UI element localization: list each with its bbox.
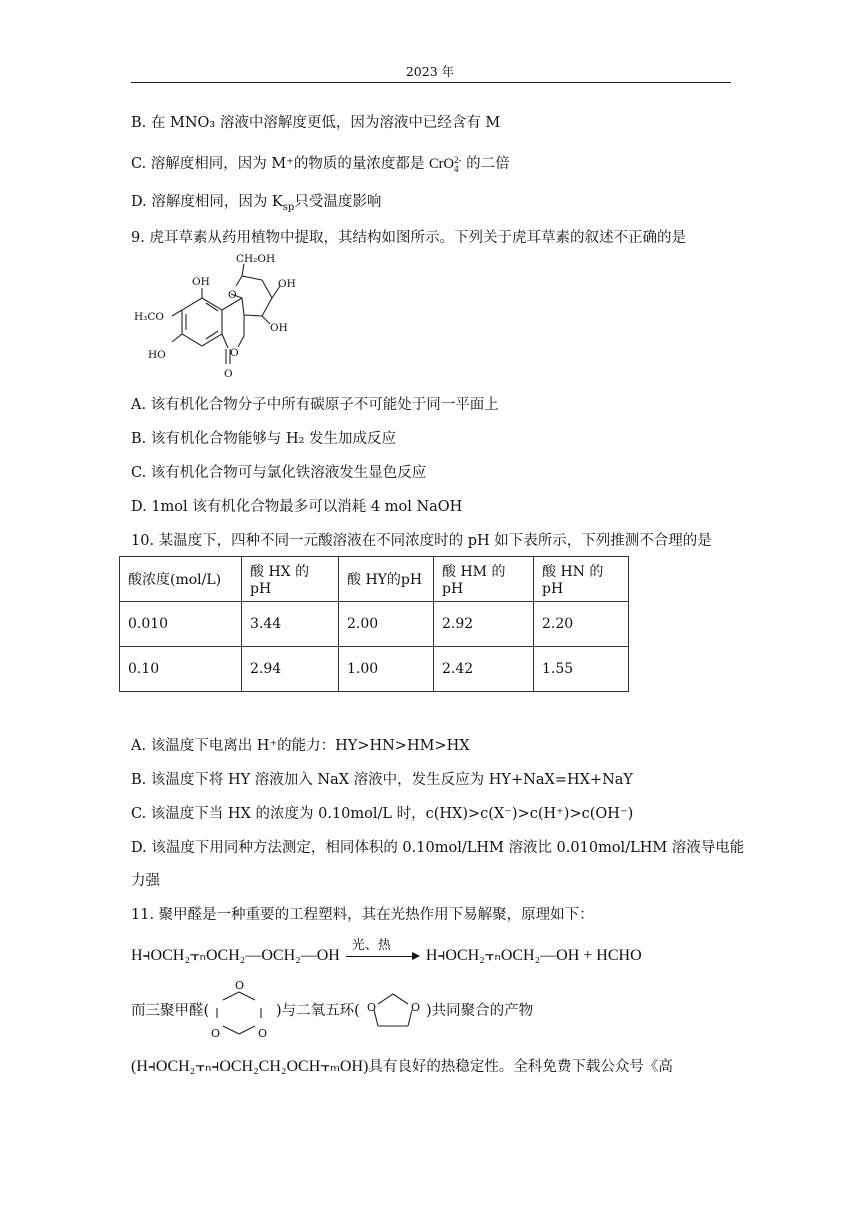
table-header-cell: 酸 HY的pH [339, 557, 434, 602]
header-divider [131, 82, 731, 83]
table-cell: 1.00 [339, 647, 434, 692]
q8-option-c-text: C. 溶解度相同，因为 M⁺的物质的量浓度都是 [131, 156, 425, 172]
table-cell: 2.00 [339, 602, 434, 647]
q10-option-b: B. 该温度下将 HY 溶液加入 NaX 溶液中，发生反应为 HY+NaX=HX+NaY [131, 772, 633, 788]
dioxolane-oxygen-label: O [367, 1001, 377, 1014]
depolymerization-equation [131, 937, 642, 966]
q9-option-c: C. 该有机化合物可与氯化铁溶液发生显色反应 [131, 465, 427, 481]
q11-line3 [131, 1055, 673, 1076]
q11-line2-part2: )与二氧五环( [276, 1003, 360, 1019]
carbonyl-oxygen-label: O [224, 368, 233, 380]
q10-option-d-continued: 力强 [131, 873, 160, 889]
q11-stem: 11. 聚甲醛是一种重要的工程塑料，其在光热作用下易解聚，原理如下： [131, 907, 594, 923]
q10-stem: 10. 某温度下，四种不同一元酸溶液在不同浓度时的 pH 如下表所示，下列推测不合理的是 [131, 533, 712, 549]
q9-option-a: A. 该有机化合物分子中所有碳原子不可能处于同一平面上 [131, 397, 499, 413]
table-cell: 0.10 [120, 647, 242, 692]
table-header-cell: 酸浓度(mol/L) [120, 557, 242, 602]
reaction-condition: 光、热 [351, 937, 391, 953]
equation-products: H⫞OCH₂⫟ₙOCH₂—OH + HCHO [425, 947, 642, 964]
oh-right-label: OH [270, 322, 288, 334]
dioxolane-ring-structure [360, 984, 426, 1034]
q10-option-d: D. 该温度下用同种方法测定，相同体积的 0.10mol/LHM 溶液比 0.010mol/LHM 溶液导电能 [131, 840, 745, 856]
q10-option-c: C. 该温度下当 HX 的浓度为 0.10mol/L 时，c(HX)>c(X⁻)>c(H⁺)>c(OH⁻) [131, 806, 634, 822]
copolymer-formula: (H⫞OCH₂⫟ₙ⫞OCH₂CH₂OCH⫟ₘOH) [131, 1058, 369, 1075]
oh-top-label: OH [278, 278, 296, 290]
methoxy-label: H₃CO [134, 311, 165, 323]
q11-line2-part1: 而三聚甲醛( [131, 1003, 210, 1019]
table-cell: 2.42 [434, 647, 534, 692]
acid-ph-table [119, 556, 629, 692]
q8-option-b: B. 在 MNO₃ 溶液中溶解度更低，因为溶液中已经含有 M [131, 115, 501, 131]
q9-option-b: B. 该有机化合物能够与 H₂ 发生加成反应 [131, 431, 397, 447]
trioxane-oxygen-label: O [211, 1027, 221, 1040]
table-cell: 2.20 [534, 602, 629, 647]
table-row [120, 602, 629, 647]
q11-line3-text: 具有良好的热稳定性。全科免费下载公众号《高 [368, 1059, 673, 1075]
trioxane-oxygen-label: O [258, 1027, 268, 1040]
table-cell: 2.92 [434, 602, 534, 647]
ring-oxygen-label: O [228, 289, 237, 301]
trioxane-oxygen-label: O [235, 979, 245, 992]
table-header-cell: 酸 HN 的 pH [534, 557, 629, 602]
table-header-row [120, 557, 629, 602]
dioxolane-oxygen-label: O [411, 1001, 421, 1014]
trioxane-ring-structure [203, 978, 275, 1040]
q10-option-a: A. 该温度下电离出 H⁺的能力：HY>HN>HM>HX [131, 738, 470, 754]
table-header-cell: 酸 HX 的 pH [242, 557, 339, 602]
table-header-cell: 酸 HM 的 pH [434, 557, 534, 602]
oh-left-label: OH [192, 276, 210, 288]
bergenin-structure-diagram [130, 250, 300, 388]
q9-stem: 9. 虎耳草素从药用植物中提取，其结构如图所示。下列关于虎耳草素的叙述不正确的是 [131, 230, 686, 246]
reaction-arrow [344, 937, 422, 966]
q9-option-d: D. 1mol 该有机化合物最多可以消耗 4 mol NaOH [131, 499, 463, 515]
q11-line2-part3: )共同聚合的产物 [426, 1003, 534, 1019]
table-cell: 0.010 [120, 602, 242, 647]
equation-reactant: H⫞OCH₂⫟ₙOCH₂—OCH₂—OH [131, 947, 340, 964]
q8-option-c-tail: 的二倍 [466, 156, 510, 172]
page-header-year: 2023 年 [405, 64, 455, 79]
hydroxy-label: HO [148, 349, 166, 361]
lactone-oxygen-label: O [230, 347, 239, 359]
ch2oh-label: CH₂OH [236, 253, 276, 265]
table-row [120, 647, 629, 692]
table-cell: 2.94 [242, 647, 339, 692]
q8-option-d: D. 溶解度相同，因为 $K_{sp}$只受温度影响 [131, 194, 382, 213]
chromate-ion: CrO 2- 4 [429, 154, 462, 174]
table-cell: 3.44 [242, 602, 339, 647]
table-cell: 1.55 [534, 647, 629, 692]
q8-option-c [131, 152, 510, 174]
